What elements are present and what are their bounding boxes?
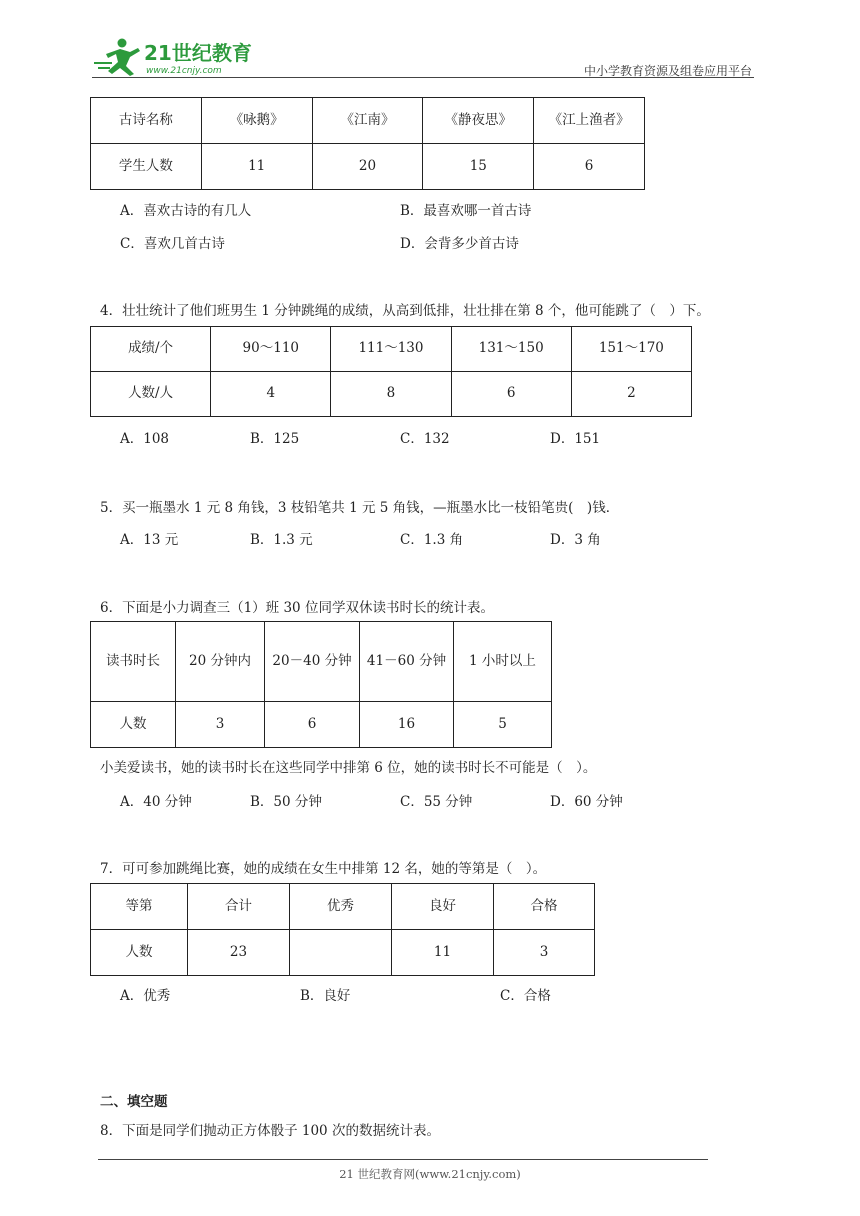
q4-cell: 成绩/个 <box>91 327 211 372</box>
q4-table <box>90 326 692 417</box>
q3-cell: 学生人数 <box>91 144 202 190</box>
q7-cell: 合格 <box>494 884 595 930</box>
q4-cell: 151～170 <box>571 327 691 372</box>
q6-cell: 20－40 分钟 <box>265 622 360 702</box>
q4-cell: 4 <box>211 372 331 417</box>
q4-option-a: A．108 <box>120 431 170 447</box>
q7-cell: 良好 <box>392 884 494 930</box>
q6-cell: 人数 <box>91 702 176 748</box>
q5-text: 5．买一瓶墨水 1 元 8 角钱，3 枝铅笔共 1 元 5 角钱，—瓶墨水比一枝铅笔贵( )钱． <box>100 500 620 516</box>
q3-option-d: D．会背多少首古诗 <box>400 236 519 252</box>
q6-follow-text: 小美爱读书，她的读书时长在这些同学中排第 6 位，她的读书时长不可能是（ ）。 <box>100 760 597 776</box>
q5-option-c: C．1.3 角 <box>400 532 464 548</box>
q6-option-b: B．50 分钟 <box>250 794 322 810</box>
q6-text: 6．下面是小力调查三（1）班 30 位同学双休读书时长的统计表。 <box>100 600 494 616</box>
q7-cell: 23 <box>188 930 290 976</box>
q4-cell: 111～130 <box>331 327 451 372</box>
q6-cell: 16 <box>360 702 454 748</box>
q5-option-a: A．13 元 <box>120 532 179 548</box>
q7-cell: 合计 <box>188 884 290 930</box>
q7-option-c: C．合格 <box>500 988 551 1004</box>
q6-option-c: C．55 分钟 <box>400 794 473 810</box>
q7-text: 7．可可参加跳绳比赛，她的成绩在女生中排第 12 名，她的等第是（ ）。 <box>100 861 547 877</box>
q3-cell: 15 <box>423 144 534 190</box>
q4-option-d: D．151 <box>550 431 601 447</box>
q3-cell: 《咏鹅》 <box>201 98 312 144</box>
q7-cell: 优秀 <box>290 884 392 930</box>
header-divider <box>92 77 754 78</box>
q3-cell: 《静夜思》 <box>423 98 534 144</box>
q5-option-b: B．1.3 元 <box>250 532 313 548</box>
q4-text: 4．壮壮统计了他们班男生 1 分钟跳绳的成绩，从高到低排，壮壮排在第 8 个，他可能跳了（ ）下。 <box>100 303 710 319</box>
q3-cell: 《江南》 <box>312 98 423 144</box>
q5-option-d: D．3 角 <box>550 532 601 548</box>
q3-cell: 20 <box>312 144 423 190</box>
q7-option-a: A．优秀 <box>120 988 171 1004</box>
q6-cell: 41－60 分钟 <box>360 622 454 702</box>
q4-option-b: B．125 <box>250 431 300 447</box>
q3-cell: 古诗名称 <box>91 98 202 144</box>
q3-option-c: C．喜欢几首古诗 <box>120 236 225 252</box>
q7-cell: 人数 <box>91 930 188 976</box>
q7-cell <box>290 930 392 976</box>
q3-cell: 6 <box>534 144 645 190</box>
q7-table <box>90 883 595 976</box>
q6-cell: 读书时长 <box>91 622 176 702</box>
q6-table <box>90 621 552 748</box>
q7-option-b: B．良好 <box>300 988 351 1004</box>
header-slogan: 中小学教育资源及组卷应用平台 <box>583 64 752 78</box>
q3-cell: 11 <box>201 144 312 190</box>
q3-option-a: A．喜欢古诗的有几人 <box>120 203 252 219</box>
q4-cell: 2 <box>571 372 691 417</box>
q4-cell: 90～110 <box>211 327 331 372</box>
q6-cell: 5 <box>454 702 552 748</box>
q6-option-a: A．40 分钟 <box>120 794 192 810</box>
q7-cell: 11 <box>392 930 494 976</box>
section-title: 二、填空题 <box>100 1094 168 1110</box>
q8-text: 8．下面是同学们抛动正方体骰子 100 次的数据统计表。 <box>100 1123 440 1139</box>
q6-cell: 20 分钟内 <box>176 622 265 702</box>
q4-option-c: C．132 <box>400 431 450 447</box>
q4-cell: 8 <box>331 372 451 417</box>
q4-cell: 人数/人 <box>91 372 211 417</box>
logo-text: 21世纪教育 <box>144 41 252 65</box>
q6-cell: 3 <box>176 702 265 748</box>
q4-cell: 6 <box>451 372 571 417</box>
q3-table <box>90 97 645 190</box>
site-logo <box>92 36 272 78</box>
q6-option-d: D．60 分钟 <box>550 794 623 810</box>
q6-cell: 1 小时以上 <box>454 622 552 702</box>
q7-cell: 3 <box>494 930 595 976</box>
footer-text: 21 世纪教育网(www.21cnjy.com) <box>339 1167 521 1181</box>
q6-cell: 6 <box>265 702 360 748</box>
q7-cell: 等第 <box>91 884 188 930</box>
q3-cell: 《江上渔者》 <box>534 98 645 144</box>
q4-cell: 131～150 <box>451 327 571 372</box>
logo-subtext: www.21cnjy.com <box>146 66 222 76</box>
footer-divider <box>98 1159 708 1160</box>
q3-option-b: B．最喜欢哪一首古诗 <box>400 203 532 219</box>
runner-icon <box>94 39 140 77</box>
